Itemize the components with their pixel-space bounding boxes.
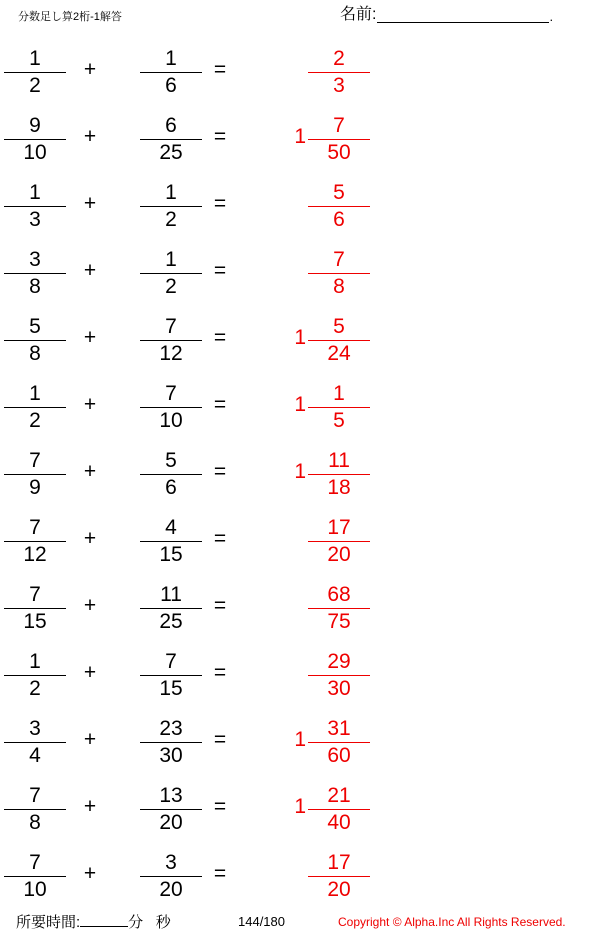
plus-sign: + — [83, 192, 97, 215]
answer-fraction-numerator: 2 — [333, 47, 345, 70]
equals-sign: = — [213, 661, 227, 684]
answer-fraction — [308, 448, 370, 501]
answer-fraction — [308, 180, 370, 233]
equals-sign: = — [213, 192, 227, 215]
plus-sign: + — [83, 795, 97, 818]
plus-sign: + — [83, 862, 97, 885]
operand-b-numerator: 7 — [165, 315, 177, 338]
operand-a-denominator: 8 — [29, 342, 41, 365]
operand-a-numerator: 5 — [29, 315, 41, 338]
equals-sign: = — [213, 460, 227, 483]
operand-b — [140, 381, 202, 434]
operand-b-denominator: 2 — [165, 275, 177, 298]
operand-b — [140, 649, 202, 702]
answer-fraction-denominator: 6 — [333, 208, 345, 231]
name-input-rule[interactable] — [377, 6, 549, 23]
answer-fraction-denominator: 20 — [327, 543, 351, 566]
equals-sign: = — [213, 326, 227, 349]
answer-fraction — [308, 716, 370, 769]
plus-sign: + — [83, 594, 97, 617]
operand-a — [4, 716, 66, 769]
operand-a — [4, 582, 66, 635]
operand-b-numerator: 4 — [165, 516, 177, 539]
name-trailing-dot: . — [549, 9, 554, 24]
answer-fraction — [308, 649, 370, 702]
operand-b — [140, 113, 202, 166]
equals-sign: = — [213, 795, 227, 818]
answer-fraction-numerator: 7 — [333, 114, 345, 137]
operand-b-denominator: 2 — [165, 208, 177, 231]
operand-a-numerator: 1 — [29, 650, 41, 673]
operand-b-denominator: 15 — [159, 543, 183, 566]
operand-b — [140, 46, 202, 99]
operand-b-numerator: 1 — [165, 47, 177, 70]
equals-sign: = — [213, 58, 227, 81]
answer-fraction-numerator: 68 — [327, 583, 351, 606]
plus-sign: + — [83, 393, 97, 416]
operand-b — [140, 582, 202, 635]
operand-a-denominator: 10 — [23, 141, 47, 164]
operand-b-numerator: 6 — [165, 114, 177, 137]
operand-a — [4, 381, 66, 434]
answer-fraction-numerator: 29 — [327, 650, 351, 673]
plus-sign: + — [83, 728, 97, 751]
answer-whole-number: 1 — [294, 393, 306, 416]
operand-a — [4, 46, 66, 99]
operand-b — [140, 247, 202, 300]
problem-row — [0, 306, 600, 373]
answer-whole-number: 1 — [294, 326, 306, 349]
operand-a-numerator: 1 — [29, 181, 41, 204]
operand-a-numerator: 7 — [29, 851, 41, 874]
operand-a-denominator: 2 — [29, 409, 41, 432]
operand-a-denominator: 4 — [29, 744, 41, 767]
operand-b-denominator: 10 — [159, 409, 183, 432]
answer-fraction-denominator: 5 — [333, 409, 345, 432]
problem-row — [0, 172, 600, 239]
operand-a — [4, 649, 66, 702]
problem-row — [0, 574, 600, 641]
operand-a — [4, 180, 66, 233]
operand-a-denominator: 10 — [23, 878, 47, 901]
operand-a-numerator: 7 — [29, 516, 41, 539]
answer-whole-number: 1 — [294, 460, 306, 483]
operand-b-numerator: 13 — [159, 784, 183, 807]
answer-fraction-denominator: 50 — [327, 141, 351, 164]
operand-b-numerator: 7 — [165, 382, 177, 405]
operand-a-denominator: 12 — [23, 543, 47, 566]
operand-b-denominator: 30 — [159, 744, 183, 767]
operand-b-numerator: 23 — [159, 717, 183, 740]
operand-b-numerator: 5 — [165, 449, 177, 472]
operand-a-numerator: 1 — [29, 47, 41, 70]
plus-sign: + — [83, 527, 97, 550]
operand-b — [140, 716, 202, 769]
problem-list — [0, 38, 600, 909]
operand-a-denominator: 15 — [23, 610, 47, 633]
problem-row — [0, 239, 600, 306]
operand-a-denominator: 9 — [29, 476, 41, 499]
problem-row — [0, 507, 600, 574]
copyright-notice: Copyright © Alpha.Inc All Rights Reserved. — [338, 915, 566, 929]
problem-row — [0, 842, 600, 909]
operand-a — [4, 783, 66, 836]
answer-fraction-numerator: 5 — [333, 315, 345, 338]
operand-a-denominator: 8 — [29, 811, 41, 834]
answer-fraction-denominator: 40 — [327, 811, 351, 834]
plus-sign: + — [83, 326, 97, 349]
minutes-unit-label: 分 — [128, 914, 144, 931]
answer-fraction — [308, 381, 370, 434]
answer-fraction — [308, 314, 370, 367]
operand-a — [4, 850, 66, 903]
answer-fraction-numerator: 17 — [327, 516, 351, 539]
answer-whole-number: 1 — [294, 728, 306, 751]
answer-fraction-numerator: 7 — [333, 248, 345, 271]
answer-fraction-denominator: 18 — [327, 476, 351, 499]
operand-a-numerator: 7 — [29, 784, 41, 807]
plus-sign: + — [83, 460, 97, 483]
operand-a — [4, 113, 66, 166]
operand-b-numerator: 7 — [165, 650, 177, 673]
operand-a-denominator: 8 — [29, 275, 41, 298]
answer-fraction — [308, 515, 370, 568]
operand-a-numerator: 1 — [29, 382, 41, 405]
answer-fraction — [308, 582, 370, 635]
problem-row — [0, 440, 600, 507]
problem-row — [0, 373, 600, 440]
answer-fraction-denominator: 30 — [327, 677, 351, 700]
answer-fraction-denominator: 8 — [333, 275, 345, 298]
answer-fraction-numerator: 11 — [328, 449, 350, 472]
operand-b-denominator: 25 — [159, 610, 183, 633]
equals-sign: = — [213, 125, 227, 148]
operand-a-numerator: 3 — [29, 717, 41, 740]
operand-a — [4, 515, 66, 568]
answer-fraction — [308, 46, 370, 99]
answer-fraction-denominator: 3 — [333, 74, 345, 97]
operand-b-numerator: 3 — [165, 851, 177, 874]
answer-fraction — [308, 783, 370, 836]
operand-a-numerator: 3 — [29, 248, 41, 271]
worksheet-title: 分数足し算2桁-1解答 — [18, 11, 122, 23]
operand-b-numerator: 1 — [165, 248, 177, 271]
operand-a-numerator: 9 — [29, 114, 41, 137]
name-label: 名前: — [340, 6, 377, 23]
operand-a — [4, 314, 66, 367]
operand-b-denominator: 25 — [159, 141, 183, 164]
answer-fraction — [308, 113, 370, 166]
operand-b-denominator: 12 — [159, 342, 183, 365]
operand-b-denominator: 6 — [165, 476, 177, 499]
answer-fraction-numerator: 31 — [327, 717, 351, 740]
answer-fraction — [308, 247, 370, 300]
answer-fraction-denominator: 20 — [327, 878, 351, 901]
answer-fraction-denominator: 60 — [327, 744, 351, 767]
operand-b — [140, 850, 202, 903]
operand-a-numerator: 7 — [29, 583, 41, 606]
operand-b-denominator: 20 — [159, 878, 183, 901]
elapsed-time-label: 所要時間: — [16, 914, 81, 931]
seconds-unit-label: 秒 — [155, 914, 171, 931]
footer — [0, 911, 600, 935]
equals-sign: = — [213, 862, 227, 885]
equals-sign: = — [213, 527, 227, 550]
operand-b-denominator: 15 — [159, 677, 183, 700]
name-field-area — [340, 6, 553, 23]
problem-row — [0, 775, 600, 842]
answer-fraction-numerator: 21 — [327, 784, 351, 807]
answer-fraction-denominator: 24 — [327, 342, 351, 365]
equals-sign: = — [213, 728, 227, 751]
operand-a — [4, 448, 66, 501]
plus-sign: + — [83, 661, 97, 684]
operand-b — [140, 783, 202, 836]
minutes-input-rule[interactable] — [80, 912, 128, 927]
problem-row — [0, 105, 600, 172]
operand-b-numerator: 1 — [165, 181, 177, 204]
operand-b — [140, 314, 202, 367]
problem-row — [0, 641, 600, 708]
answer-whole-number: 1 — [294, 795, 306, 818]
equals-sign: = — [213, 594, 227, 617]
operand-a-numerator: 7 — [29, 449, 41, 472]
answer-fraction — [308, 850, 370, 903]
operand-a-denominator: 2 — [29, 74, 41, 97]
operand-a-denominator: 3 — [29, 208, 41, 231]
plus-sign: + — [83, 58, 97, 81]
answer-fraction-numerator: 17 — [327, 851, 351, 874]
answer-whole-number: 1 — [294, 125, 306, 148]
plus-sign: + — [83, 125, 97, 148]
equals-sign: = — [213, 259, 227, 282]
operand-b-numerator: 11 — [160, 583, 182, 606]
plus-sign: + — [83, 259, 97, 282]
problem-row — [0, 708, 600, 775]
equals-sign: = — [213, 393, 227, 416]
answer-fraction-numerator: 5 — [333, 181, 345, 204]
problem-row — [0, 38, 600, 105]
operand-b-denominator: 20 — [159, 811, 183, 834]
operand-b-denominator: 6 — [165, 74, 177, 97]
operand-a — [4, 247, 66, 300]
answer-fraction-numerator: 1 — [333, 382, 345, 405]
operand-b — [140, 180, 202, 233]
page-count: 144/180 — [238, 914, 285, 929]
answer-fraction-denominator: 75 — [327, 610, 351, 633]
operand-a-denominator: 2 — [29, 677, 41, 700]
operand-b — [140, 515, 202, 568]
operand-b — [140, 448, 202, 501]
elapsed-time-field — [16, 911, 171, 932]
